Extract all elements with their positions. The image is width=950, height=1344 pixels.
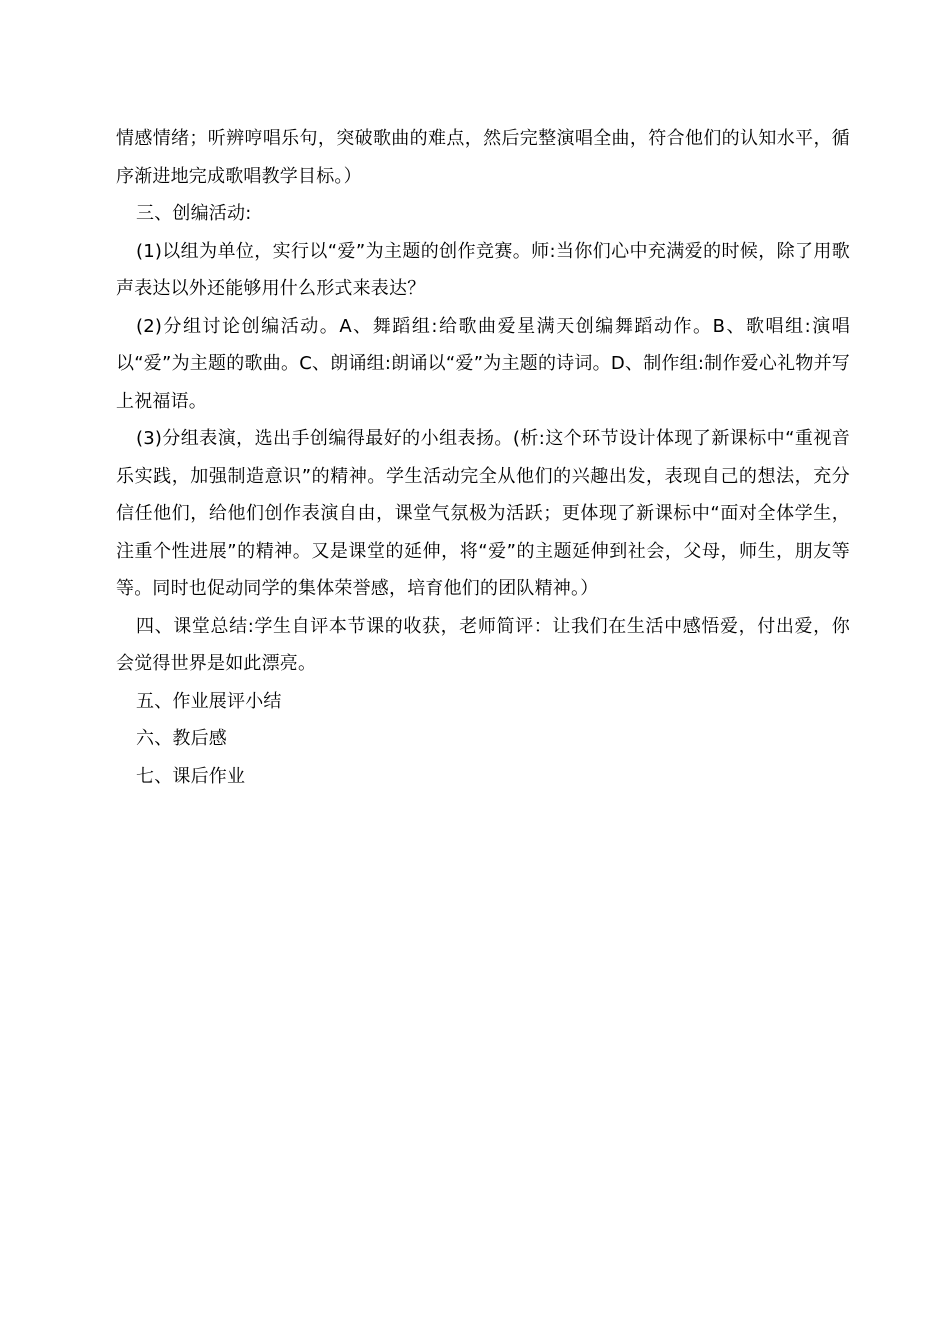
section-class-summary: 四、课堂总结:学生自评本节课的收获，老师简评：让我们在生活中感悟爱，付出爱，你会觉得世界是如此漂亮。 xyxy=(116,615,850,674)
paragraph-activity-1: (1)以组为单位，实行以“爱”为主题的创作竞赛。师:当你们心中充满爱的时候，除了用歌声表达以外还能够用什么形式来表达？ xyxy=(116,240,850,299)
section-reflection: 六、教后感 xyxy=(136,728,227,749)
section-homework-review: 五、作业展评小结 xyxy=(136,690,282,712)
paragraph-activity-2: (2)分组讨论创编活动。A、舞蹈组:给歌曲爱星满天创编舞蹈动作。B、歌唱组:演唱以“爱”为主题的歌曲。C、朗诵组:朗诵以“爱”为主题的诗词。D、制作组:制作爱心礼物并写上祝福语。 xyxy=(116,315,850,412)
paragraph-activity-3: (3)分组表演，选出手创编得最好的小组表扬。(析:这个环节设计体现了新课标中“重视音乐实践，加强制造意识”的精神。学生活动完全从他们的兴趣出发，表现自己的想法，充分信任他们，给他们创作表演自由，课堂气氛极为活跃；更体现了新课标中“面对全体学生，注重个性进展”的精神。又是课堂的延伸，将“爱”的主题延伸到社会，父母，师生，朋友等等。同时也促动同学的集体荣誉感，培育他们的团队精神。） xyxy=(116,428,850,599)
document-body xyxy=(116,120,850,795)
paragraph-continuation: 情感情绪；听辨哼唱乐句，突破歌曲的难点，然后完整演唱全曲，符合他们的认知水平，循序渐进地完成歌唱教学目标。） xyxy=(116,128,850,187)
section-heading-creative-activity: 三、创编活动: xyxy=(136,203,252,224)
section-after-class-homework: 七、课后作业 xyxy=(136,765,246,787)
